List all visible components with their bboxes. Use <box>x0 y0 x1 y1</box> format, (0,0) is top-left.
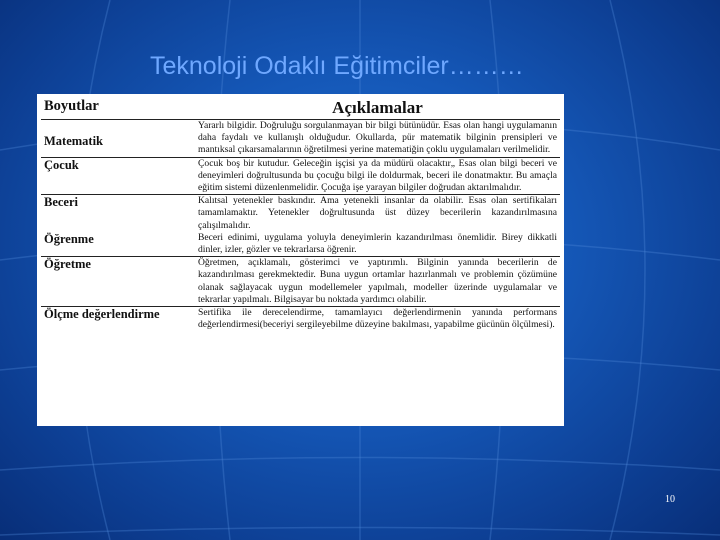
page-number: 10 <box>665 494 675 505</box>
row-description: Yararlı bilgidir. Doğruluğu sorgulanmayan bir bilgi bütünüdür. Esas olan hangi uygulamanın daha faydalı ve kullanışlı olduğudur. Okullarda, pür matematik bilginin prensipleri ve mantıksal çıkarsamalarının öğretilmesi yerine matematiğin çoklu uygulamaları verilmelidir. <box>195 120 560 158</box>
table-row <box>41 232 560 257</box>
row-dimension: Matematik <box>41 120 195 158</box>
table-row <box>41 157 560 195</box>
row-description: Kalıtsal yetenekler baskındır. Ama yetenekli insanlar da olabilir. Esas olan sertifikaları tamamlamaktır. Yetenekler doğrultusunda üst düzey becerilerin kazandırılmasına çalışılmalıdır. <box>198 195 557 231</box>
row-dimension: Öğretme <box>41 257 195 307</box>
table-row <box>41 195 560 232</box>
table-row <box>41 257 560 307</box>
table-row <box>41 307 560 332</box>
header-dimensions: Boyutlar <box>41 97 195 120</box>
row-description: Öğretmen, açıklamalı, gösterimci ve yaptırımlı. Bilginin yanında becerilerin de kazandırılması gerekmektedir. Buna uygun ortamlar hazırlanmalı ve problemin çözümüne olanak sağlayacak uygun modellemeler yapılmalı, modeller üzerinde uygulamalar ve tekrarlar yapılmalı. Bilgisayar bu noktada yardımcı olabilir. <box>195 257 560 307</box>
slide-title: Teknoloji Odaklı Eğitimciler……… <box>150 52 524 80</box>
table-row <box>41 120 560 158</box>
row-description: Sertifika ile derecelendirme, tamamlayıcı değerlendirmenin yanında performans değerlendirmesi(beceriyi sergileyebilme düzeyine bakılması, yapabilme gücünün ölçülmesi). <box>198 307 557 331</box>
header-descriptions: Açıklamalar <box>195 97 560 120</box>
dimensions-table-image <box>37 94 564 426</box>
row-dimension: Ölçme değerlendirme <box>44 307 160 322</box>
dimensions-table <box>41 97 560 331</box>
table-header-row <box>41 97 560 120</box>
row-description: Beceri edinimi, uygulama yoluyla deneyimlerin kazandırılması önemlidir. Birey dikkatli dinler, izler, gözler ve tekrarlarsa öğrenir. <box>195 232 560 257</box>
row-dimension: Çocuk <box>41 157 195 195</box>
row-dimension: Beceri <box>44 195 79 210</box>
row-dimension: Öğrenme <box>41 232 195 257</box>
row-description: Çocuk boş bir kutudur. Geleceğin işçisi ya da müdürü olacaktır„ Esas olan bilgi beceri ve deneyimleri doğrultusunda bu çocuğu bilgi ile doldurmak, beceri ile donatmaktır. Bu amaçla eğitim sistemi düzenlenmelidir. Çocuğa işe yarayan bilgiler doğrudan aktarılmalıdır. <box>195 157 560 195</box>
